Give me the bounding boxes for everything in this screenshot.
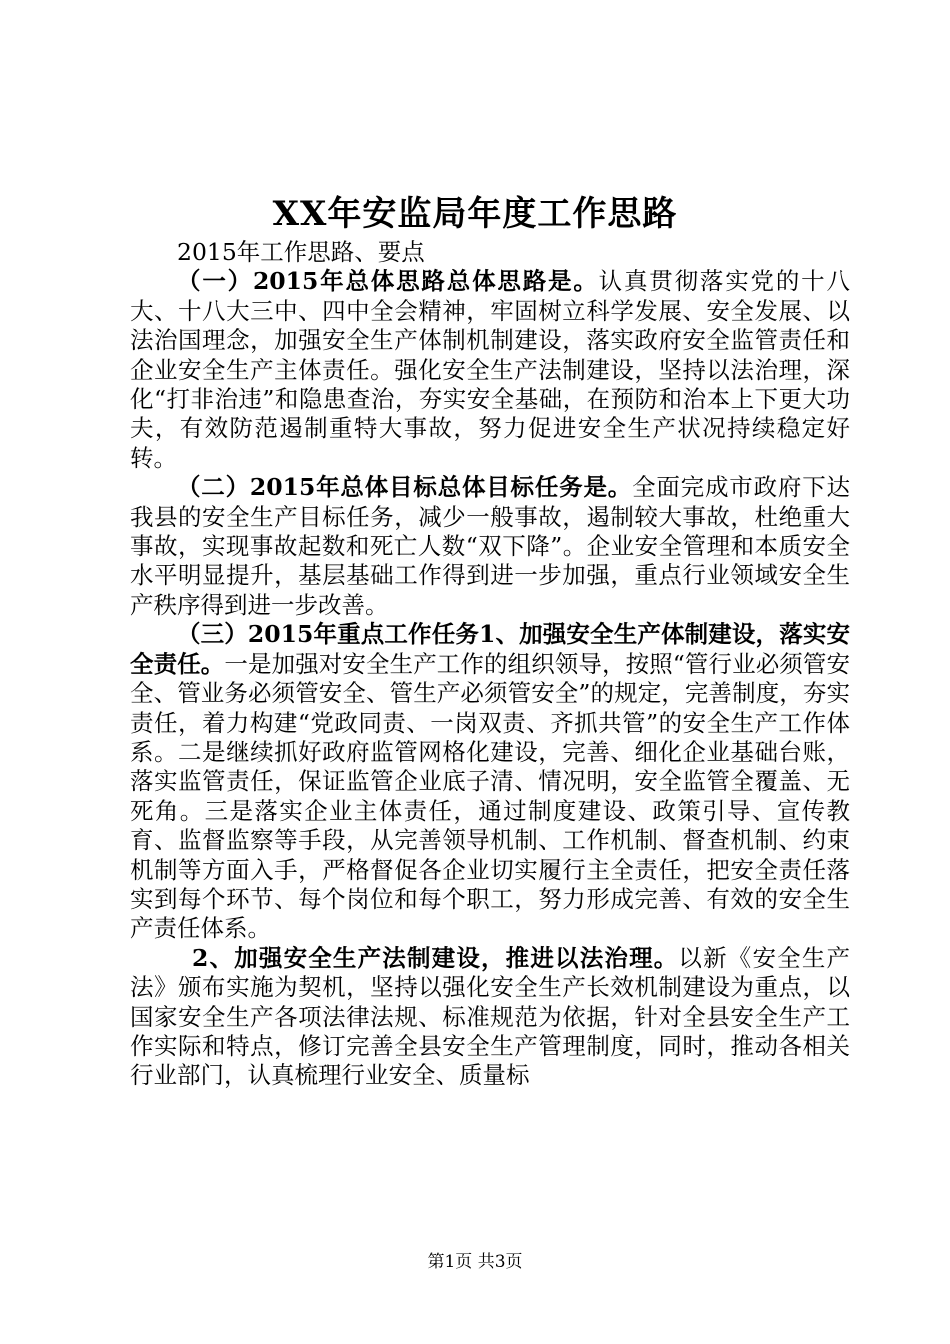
page-footer: 第1页 共3页 <box>427 1252 523 1272</box>
section-2-body: 全面完成市政府下达我县的安全生产目标任务，减少一般事故，遏制较大事故，杜绝重大事故，实现事故起数和死亡人数“双下降”。企业安全管理和本质安全水平明显提升，基层基础工作得到进一步加强，重点行业领域安全生产秩序得到进一步改善。 <box>130 473 851 619</box>
intro-line: 2015年工作思路、要点 <box>177 238 425 266</box>
section-1-body: 认真贯彻落实党的十八大、十八大三中、四中全会精神，牢固树立科学发展、安全发展、以法治国理念，加强安全生产体制机制建设，落实政府安全监管责任和企业安全生产主体责任。强化安全生产法制建设，坚持以法治理，深化“打非治违”和隐患查治，夯实安全基础，在预防和治本上下更大功夫，有效防范遏制重特大事故，努力促进安全生产状况持续稳定好转。 <box>130 267 851 472</box>
section-4 <box>130 944 850 1091</box>
document-title: XX年安监局年度工作思路 <box>272 194 678 234</box>
section-2-heading: （二）2015年总体目标总体目标任务是。 <box>177 473 633 502</box>
section-3 <box>130 620 850 943</box>
section-1-heading: （一）2015年总体思路总体思路是。 <box>177 267 599 296</box>
section-4-body: 以新《安全生产法》颁布实施为契机，坚持以强化安全生产长效机制建设为重点，以国家安全生产各项法律法规、标准规范为依据，针对全县安全生产工作实际和特点，修订完善全县安全生产管理制度，同时，推动各相关行业部门，认真梳理行业安全、质量标 <box>130 943 850 1090</box>
section-4-heading: 2、加强安全生产法制建设，推进以法治理。 <box>192 943 679 972</box>
section-3-body: 一是加强对安全生产工作的组织领导，按照“管行业必须管安全、管业务必须管安全、管生产必须管安全”的规定，完善制度，夯实责任，着力构建“党政同责、一岗双责、齐抓共管”的安全生产工作体系。二是继续抓好政府监管网格化建设，完善、细化企业基础台账，落实监管责任，保证监管企业底子清、情况明，安全监管全覆盖、无死角。三是落实企业主体责任，通过制度建设、政策引导、宣传教育、监督监察等手段，从完善领导机制、工作机制、督查机制、约束机制等方面入手，严格督促各企业切实履行主全责任，把安全责任落实到每个环节、每个岗位和每个职工，努力形成完善、有效的安全生产责任体系。 <box>130 649 851 943</box>
section-1 <box>130 267 850 473</box>
document-body <box>130 238 850 1091</box>
section-2 <box>130 473 850 620</box>
section-3-heading: （三）2015年重点工作任务1、加强安全生产体制建设，落实安全责任。 <box>130 620 850 678</box>
